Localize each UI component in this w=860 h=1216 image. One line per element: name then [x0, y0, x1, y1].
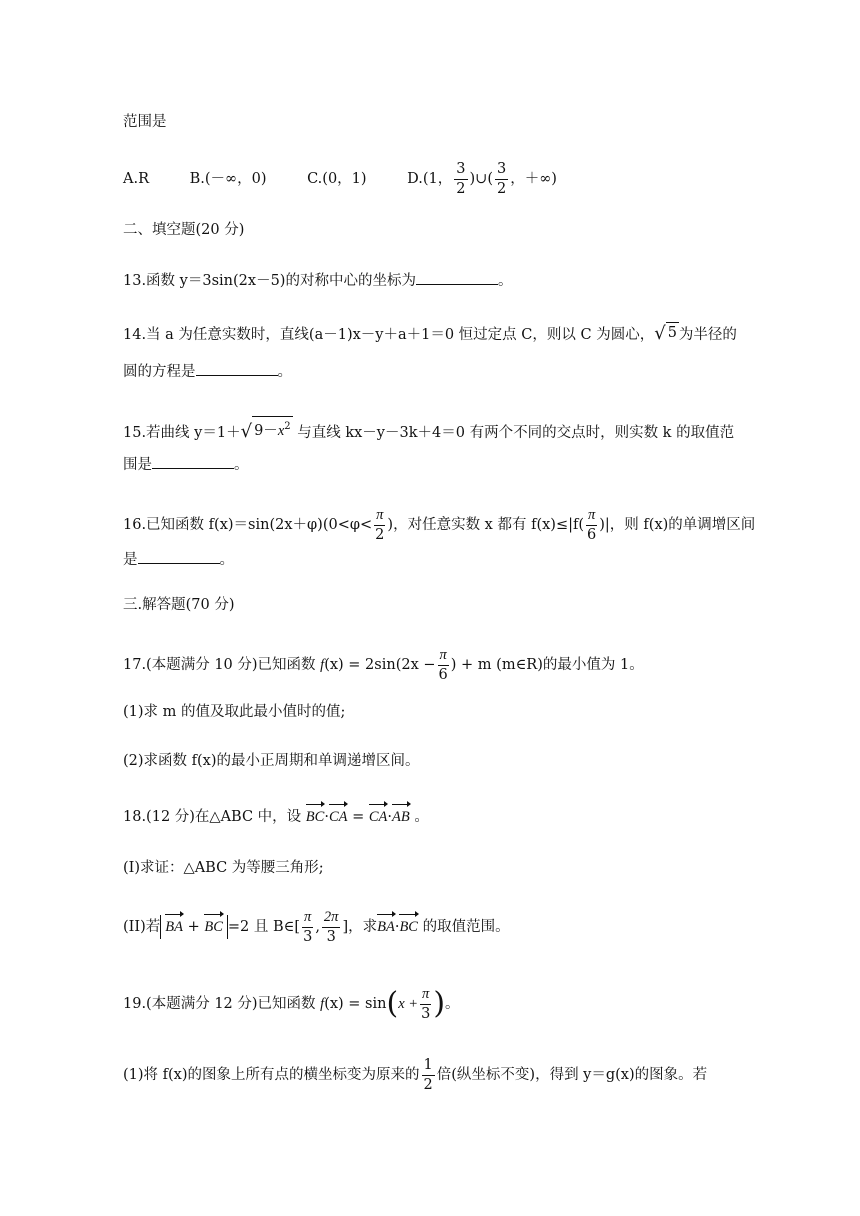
vector: AB: [391, 809, 410, 825]
q17-formula-end: ) + m: [450, 657, 492, 673]
q18-part1: (I)求证：△ABC 为等腰三角形;: [123, 860, 324, 876]
q17-text-end: (m∈R)的最小值为 1。: [496, 657, 644, 673]
fraction: [374, 508, 385, 542]
q16-text-mid: )，对任意实数 x 都有 f(x)≤|f(: [387, 517, 584, 533]
denominator: 3: [303, 928, 313, 945]
denominator: 6: [438, 666, 448, 683]
radicand: 5: [666, 322, 679, 343]
question-17: [123, 648, 644, 682]
function-f: f: [320, 657, 325, 673]
radicand: [252, 416, 293, 441]
q16-line2-text: 是: [123, 552, 138, 568]
answer-blank: [152, 454, 234, 469]
fraction: [586, 508, 597, 542]
option-d-suffix: ，＋∞): [510, 171, 557, 187]
q17-text: 17.(本题满分 10 分)已知函数: [123, 657, 316, 673]
vector: BA: [377, 919, 395, 935]
q15-text-end: 与直线 kx－y－3k＋4＝0 有两个不同的交点时，则实数 k 的取值范: [297, 424, 735, 441]
vector: BC: [399, 919, 418, 935]
q18-part2-mid: =2 且 B∈[: [227, 919, 301, 935]
section-solutions-heading: 三.解答题(70 分): [123, 597, 235, 613]
q18-part2-mid2: ]，求: [342, 919, 378, 935]
q16-end: 。: [219, 552, 234, 568]
vector: CA: [328, 809, 348, 825]
vector: CA: [368, 809, 388, 825]
q15-line2-text: 围是: [123, 457, 152, 473]
vector: BC: [204, 919, 223, 935]
denominator: 3: [326, 928, 336, 945]
absolute-value: BA + BC: [160, 915, 228, 939]
q18-part2-text: (II)若: [123, 919, 161, 935]
option-d-prefix: D.(1，: [407, 171, 453, 187]
numerator: π: [586, 508, 597, 526]
option-c: C.(0，1): [307, 171, 367, 187]
denominator: 2: [496, 180, 507, 197]
left-paren: (: [386, 986, 399, 1021]
option-b: B.(－∞，0): [189, 171, 267, 187]
question-16-line2: [123, 549, 234, 570]
numerator: 3: [454, 162, 467, 180]
q14-line2-text: 圆的方程是: [123, 364, 196, 380]
exponent: 2: [284, 421, 291, 432]
q14-text: 14.当 a 为任意实数时，直线(a－1)x－y＋a＋1＝0 恒过定点 C，则以 C 为圆心，: [123, 327, 655, 343]
q19-formula: (x) = sin: [324, 996, 387, 1012]
numerator: 2π: [322, 910, 341, 928]
fraction: [495, 162, 508, 196]
q18-end: 。: [414, 809, 429, 825]
q17-part1: (1)求 m 的值及取此最小值时的值;: [123, 704, 346, 720]
q16-text: 16.已知函数 f(x)＝sin(2x＋φ)(0<φ<: [123, 517, 373, 533]
numerator: 3: [495, 162, 508, 180]
q14-text-end: 为半径的: [678, 327, 737, 343]
fraction: [322, 910, 341, 944]
q12-options: [123, 162, 557, 196]
q18-text: 18.(12 分)在△ABC 中，设: [123, 809, 302, 825]
q16-text-end: )|，则 f(x)的单调增区间: [599, 517, 756, 533]
answer-blank: [138, 549, 220, 564]
fraction: [422, 1058, 435, 1092]
q15-text: 15.若曲线 y＝1＋: [123, 424, 241, 441]
denominator: 2: [375, 526, 385, 543]
q13-text: 13.函数 y＝3sin(2x－5)的对称中心的坐标为: [123, 273, 416, 289]
q19-end: 。: [445, 996, 460, 1012]
square-root: √ $9-x^2$: [241, 416, 293, 441]
vector: BA: [165, 919, 183, 935]
option-a: A.R: [123, 171, 149, 187]
q17-part2: (2)求函数 f(x)的最小正周期和单调递增区间。: [123, 753, 420, 769]
q15-end: 。: [234, 457, 249, 473]
question-14-line2: [123, 361, 292, 382]
question-15: [123, 416, 734, 443]
question-13: [123, 270, 512, 291]
answer-blank: [196, 361, 278, 376]
option-d: [407, 162, 557, 196]
fraction: [438, 648, 449, 682]
denominator: 6: [587, 526, 597, 543]
radicand-part: 9－: [254, 422, 278, 439]
q18-part2-end: 的取值范围。: [422, 919, 510, 935]
variable-x: x: [277, 422, 285, 439]
q13-end: 。: [497, 273, 513, 289]
question-16: [123, 508, 755, 542]
vector: BC: [305, 809, 325, 825]
denominator: 2: [456, 180, 466, 197]
numerator: 1: [422, 1058, 435, 1076]
question-18: 18.(12 分)在△ABC 中，设 BC·CA = CA·AB 。: [123, 809, 429, 825]
q19-text: 19.(本题满分 12 分)已知函数: [123, 996, 316, 1012]
q14-end: 。: [277, 364, 292, 380]
question-15-line2: [123, 454, 249, 475]
question-14: [123, 322, 737, 345]
function-f: f: [320, 996, 325, 1012]
numerator: π: [420, 987, 431, 1005]
q12-tail: 范围是: [123, 114, 167, 130]
numerator: π: [374, 508, 385, 526]
option-d-mid: )∪(: [469, 171, 493, 187]
q19-part1-end: 倍(纵坐标不变)，得到 y＝g(x)的图象。若: [436, 1067, 708, 1083]
q19-argument: x +: [398, 996, 419, 1012]
q17-formula: (x) = 2sin(2x −: [324, 657, 436, 673]
numerator: π: [438, 648, 449, 666]
q19-part1: [123, 1058, 707, 1092]
square-root: √ 5: [654, 323, 677, 344]
fraction: [302, 910, 313, 944]
right-paren: ): [433, 986, 446, 1021]
q18-part2: (II)若 BA + BC =2 且 B∈[ $\frac{\pi}{3}$ , $\frac{2\pi}{3}$ ]，求BA·BC 的取值范围。: [123, 909, 510, 945]
denominator: 3: [421, 1005, 431, 1022]
section-fill-in-heading: 二、填空题(20 分): [123, 222, 245, 238]
question-19: [123, 987, 460, 1021]
numerator: π: [302, 910, 313, 928]
denominator: 2: [423, 1076, 433, 1093]
answer-blank: [416, 270, 498, 285]
fraction: [420, 987, 431, 1021]
q19-part1-text: (1)将 f(x)的图象上所有点的横坐标变为原来的: [123, 1067, 420, 1083]
fraction: [454, 162, 467, 196]
